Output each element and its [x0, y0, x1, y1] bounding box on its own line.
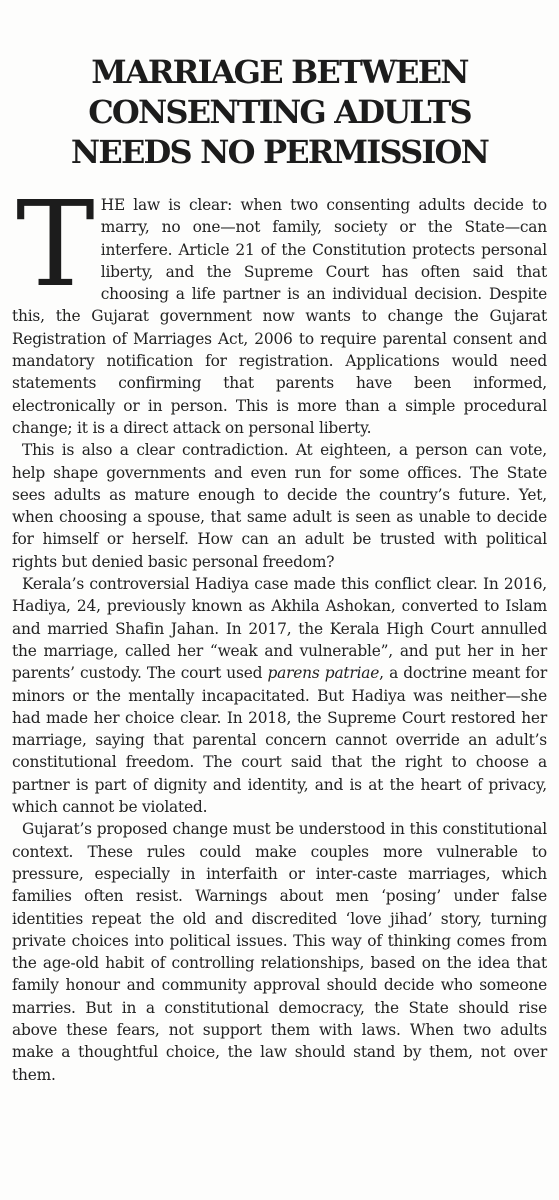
paragraph-2: This is also a clear contradiction. At eighteen, a person can vote, help shape governments and even run for some offices. The State sees adults as mature enough to decide the country’s future. Yet, when choosing a spouse, that same adult is seen as unable to decide for himself or herself. How can an adult be trusted with political rights but denied basic personal freedom?: [12, 441, 547, 571]
paragraph-3-text-a: Kerala’s controversial Hadiya case made this conflict clear. In 2016, Hadiya, 24, previously known as Akhila Ashokan, converted to Islam and married Shafin Jahan. In 2017, the Kerala High Court annulled the marriage, called her “weak and vulnerable”, and put her in her parents’ custody. The court used: [12, 575, 547, 683]
headline-line-2: CONSENTING ADULTS: [88, 93, 471, 131]
paragraph-3: [12, 573, 547, 818]
article-body: [12, 175, 547, 1086]
paragraph-3-italic-term: parens patriae: [267, 664, 380, 683]
paragraph-1-text: HE law is clear: when two consenting adults decide to marry, no one—not family, society or the State—can interfere. Article 21 of the Constitution protects personal liberty, and the Supreme Court has often said that choosing a life partner is an individual decision. Despite this, the Gujarat government now wants to change the Gujarat Registration of Marriages Act, 2006 to require parental consent and mandatory notification for registration. Applications would need statements confirming that parents have been informed, electronically or in person. This is more than a simple procedural change; it is a direct attack on personal liberty.: [12, 196, 547, 437]
paragraph-1: [12, 175, 547, 439]
paragraph-4: Gujarat’s proposed change must be understood in this constitutional context. These rules could make couples more vulnerable to pressure, especially in interfaith or inter-caste marriages, which families often resist. Warnings about men ‘posing’ under false identities repeat the old and discredited ‘love jihad’ story, turning private choices into political issues. This way of thinking comes from the age-old habit of controlling relationships, based on the idea that family honour and community approval should decide who someone marries. But in a constitutional democracy, the State should rise above these fears, not support them with laws. When two adults make a thoughtful choice, the law should stand by them, not over them.: [12, 820, 547, 1084]
headline-line-3: NEEDS NO PERMISSION: [70, 133, 489, 171]
drop-cap: T: [16, 175, 95, 313]
paragraph-3-text-b: , a doctrine meant for minors or the mentally incapacitated. But Hadiya was neither—she had made her choice clear. In 2018, the Supreme Court restored her marriage, saying that parental concern cannot override an adult’s constitutional freedom. The court said that the right to choose a partner is part of dignity and identity, and is at the heart of privacy, which cannot be violated.: [12, 664, 547, 817]
headline-line-1: MARRIAGE BETWEEN: [91, 53, 468, 91]
headline: [12, 52, 547, 172]
